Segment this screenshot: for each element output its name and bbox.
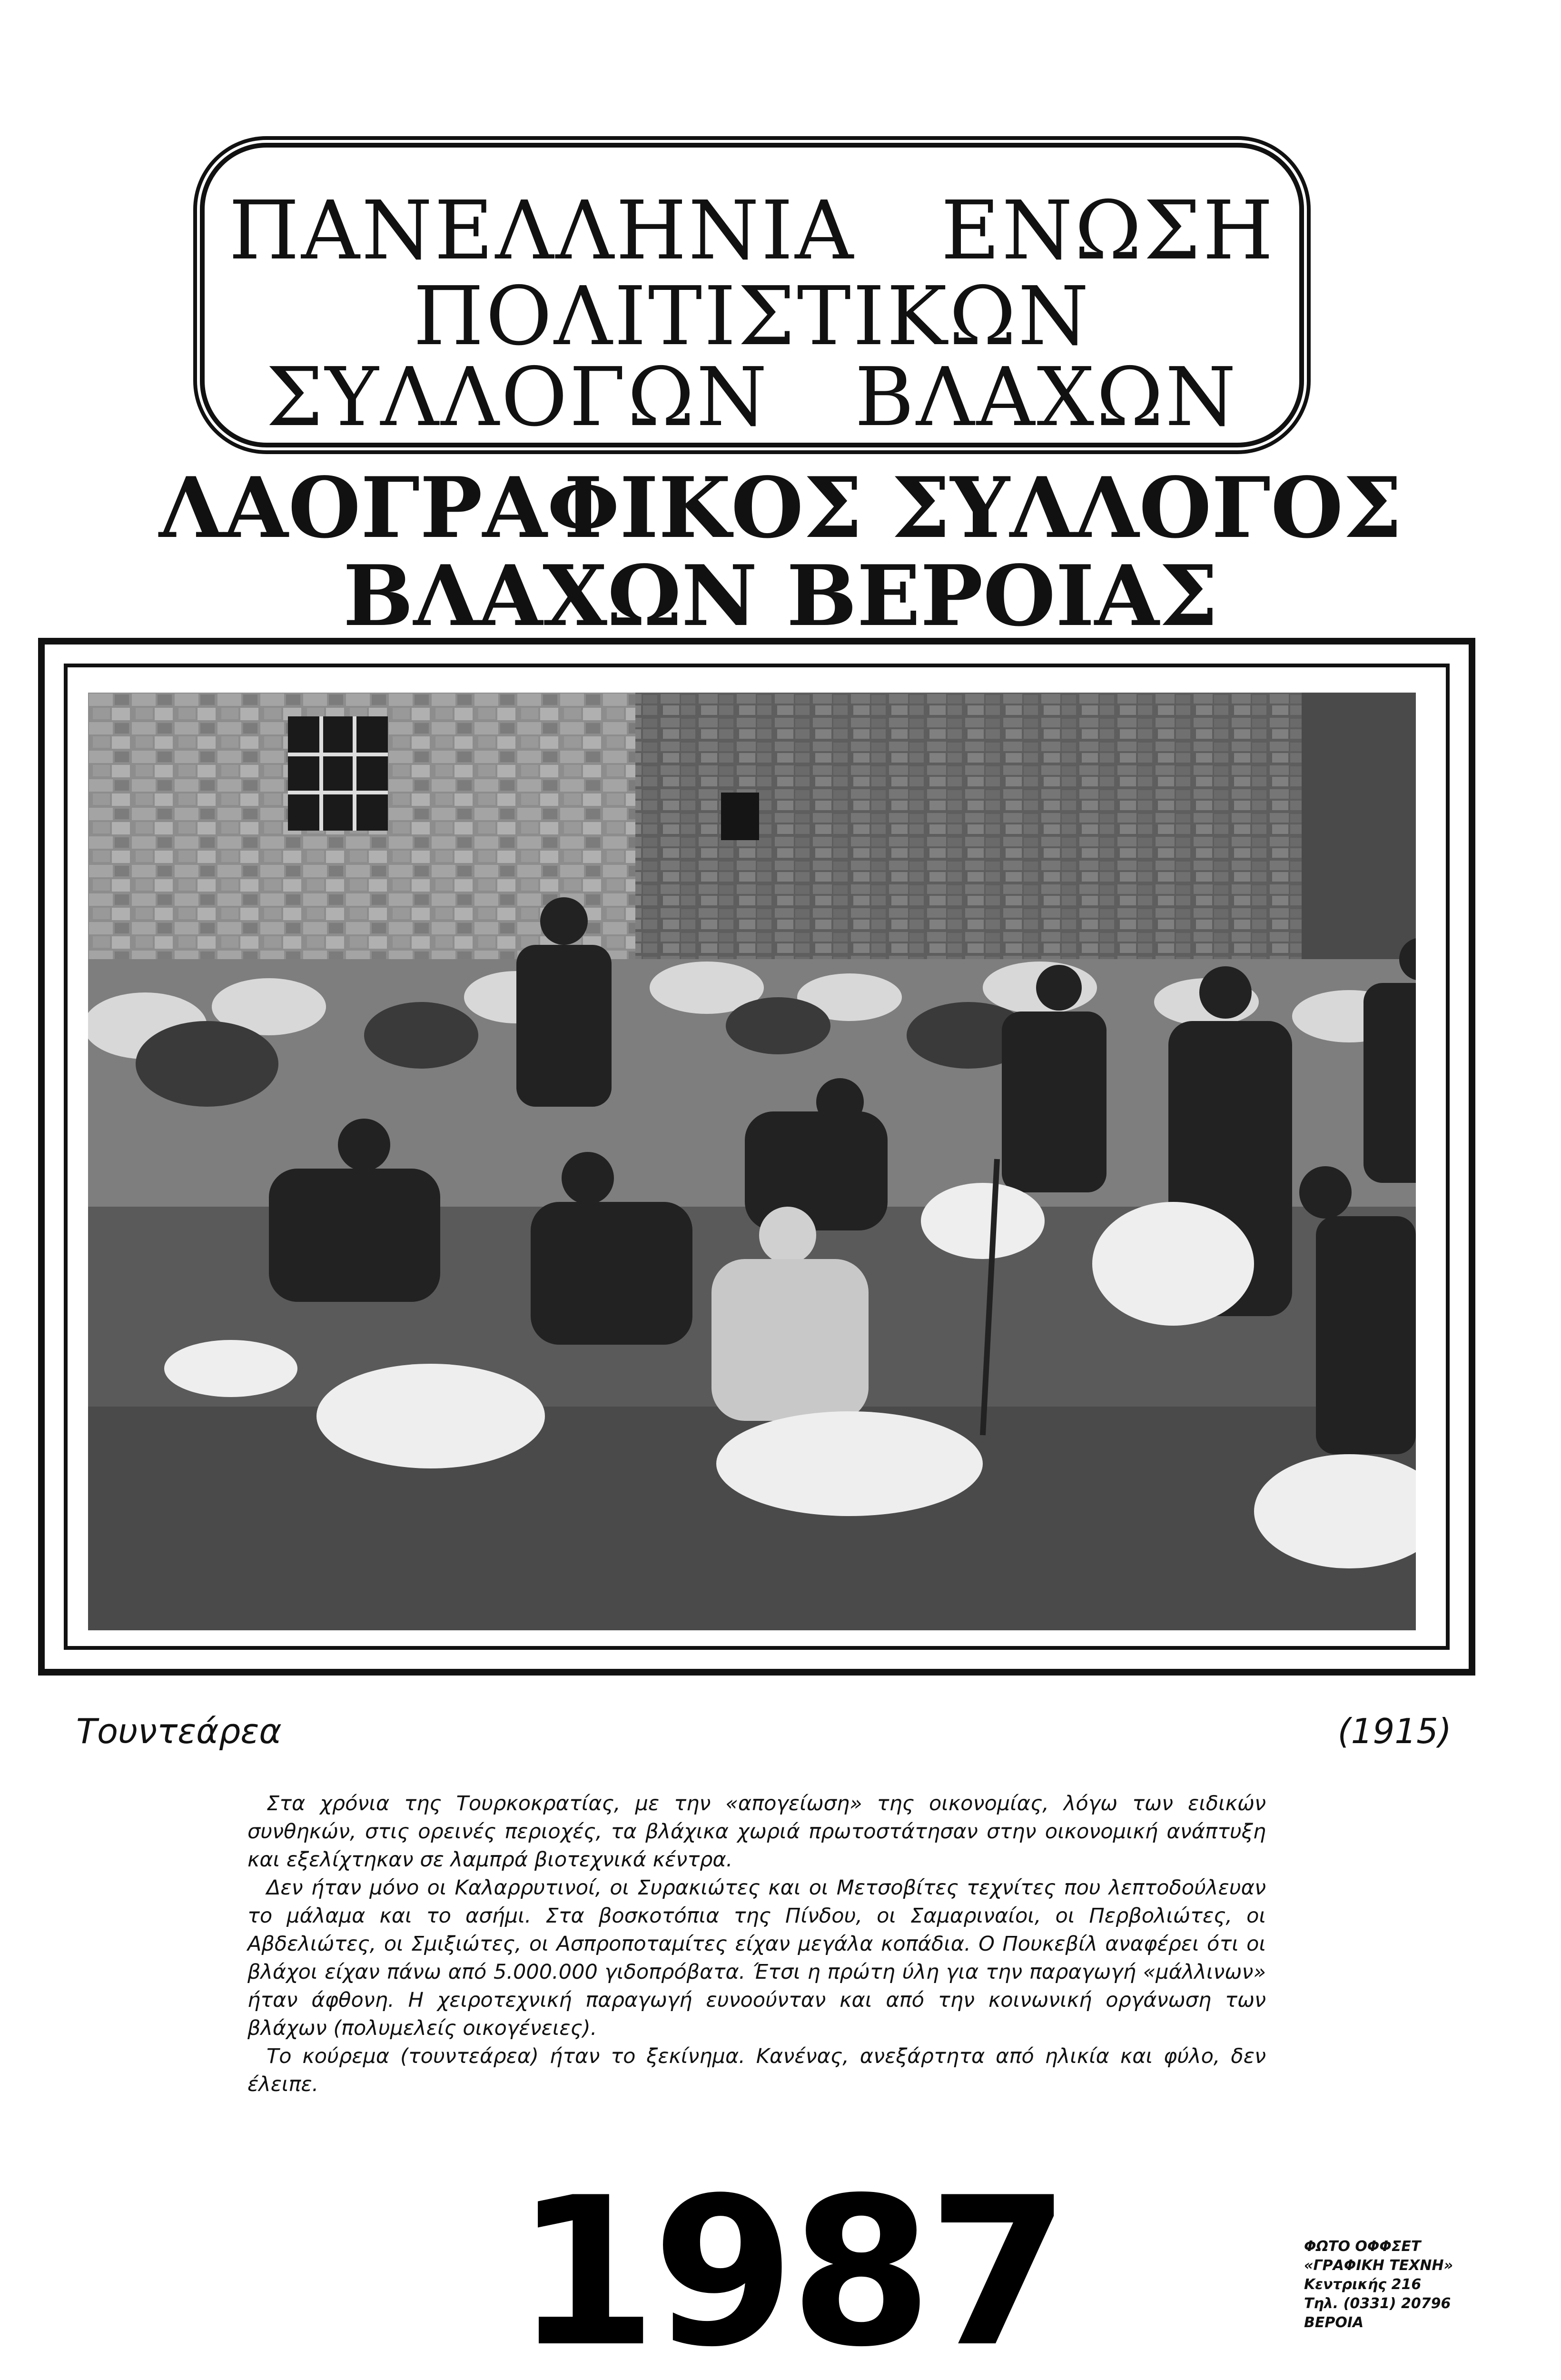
body-text <box>247 1790 1266 2099</box>
subtitle-line-1: ΛΑΟΓΡΑΦΙΚΟΣ ΣΥΛΛΟΓΟΣ <box>158 459 1403 557</box>
photo-caption-title: Τουντεάρεα <box>76 1711 282 1751</box>
printer-line-3: Κεντρικής 216 <box>1304 2276 1422 2293</box>
body-paragraph-3: Το κούρεμα (τουντεάρεα) ήταν το ξεκίνημα. Κανένας, ανεξάρτητα από ηλικία και φύλο, δεν έλειπε. <box>247 2044 1266 2096</box>
photo-caption-year: (1915) <box>1337 1711 1452 1751</box>
subtitle-line-2: ΒΛΑΧΩΝ ΒΕΡΟΙΑΣ <box>343 547 1218 645</box>
printer-line-5: ΒΕΡΟΙΑ <box>1304 2314 1364 2331</box>
header-word-enosi: ΕΝΩΣΗ <box>941 184 1275 278</box>
header-word-panellinia: ΠΑΝΕΛΛΗΝΙΑ <box>228 184 856 278</box>
header-word-vlachon: ΒΛΑΧΩΝ <box>854 350 1238 445</box>
header-line-2: ΠΟΛΙΤΙΣΤΙΚΩΝ <box>413 269 1091 364</box>
header-box <box>200 143 1304 447</box>
calendar-year: 1987 <box>514 2154 1066 2380</box>
body-paragraph-2: Δεν ήταν μόνο οι Καλαρρυτινοί, οι Συρακιώτες και οι Μετσοβίτες τεχνίτες που λεπτοδούλευαν το μάλαμα και το ασήμι. Στα βοσκοτόπια της Πίνδου, οι Σαμαριναίοι, οι Περβολιώτες, οι Αβδελιώτες, οι Σμιξιώτες, οι Ασπροποταμίτες είχαν μεγάλα κοπάδια. Ο Πουκεβίλ αναφέρει ότι οι βλάχοι είχαν πάνω από 5.000.000 γιδοπρόβατα. Έτσι η πρώτη ύλη για την παραγωγή «μάλλινων» ήταν άφθονη. Η χειροτεχνική παραγωγή ευνοούνταν και από την κοινωνική οργάνωση των βλάχων (πολυμελείς οικογένειες). <box>247 1876 1266 2040</box>
printer-line-1: ΦΩΤΟ ΟΦΦΣΕΤ <box>1304 2238 1421 2255</box>
header-line-3 <box>205 350 1299 445</box>
printer-line-2: «ΓΡΑΦΙΚΗ ΤΕΧΝΗ» <box>1304 2257 1453 2274</box>
header-word-syllogon: ΣΥΛΛΟΓΩΝ <box>266 350 769 445</box>
header-line-1 <box>205 184 1299 278</box>
body-paragraph-1: Στα χρόνια της Τουρκοκρατίας, με την «απογείωση» της οικονομίας, λόγω των ειδικών συνθηκών, στις ορεινές περιοχές, τα βλάχικα χωριά πρωτοστάτησαν στην οικονομική ανάπτυξη και εξελίχτηκαν σε λαμπρά βιοτεχνικά κέντρα. <box>247 1792 1266 1872</box>
printer-line-4: Τηλ. (0331) 20796 <box>1304 2295 1451 2312</box>
printer-credit <box>1304 2237 1523 2332</box>
photo-sheep-shearing <box>88 693 1416 1630</box>
